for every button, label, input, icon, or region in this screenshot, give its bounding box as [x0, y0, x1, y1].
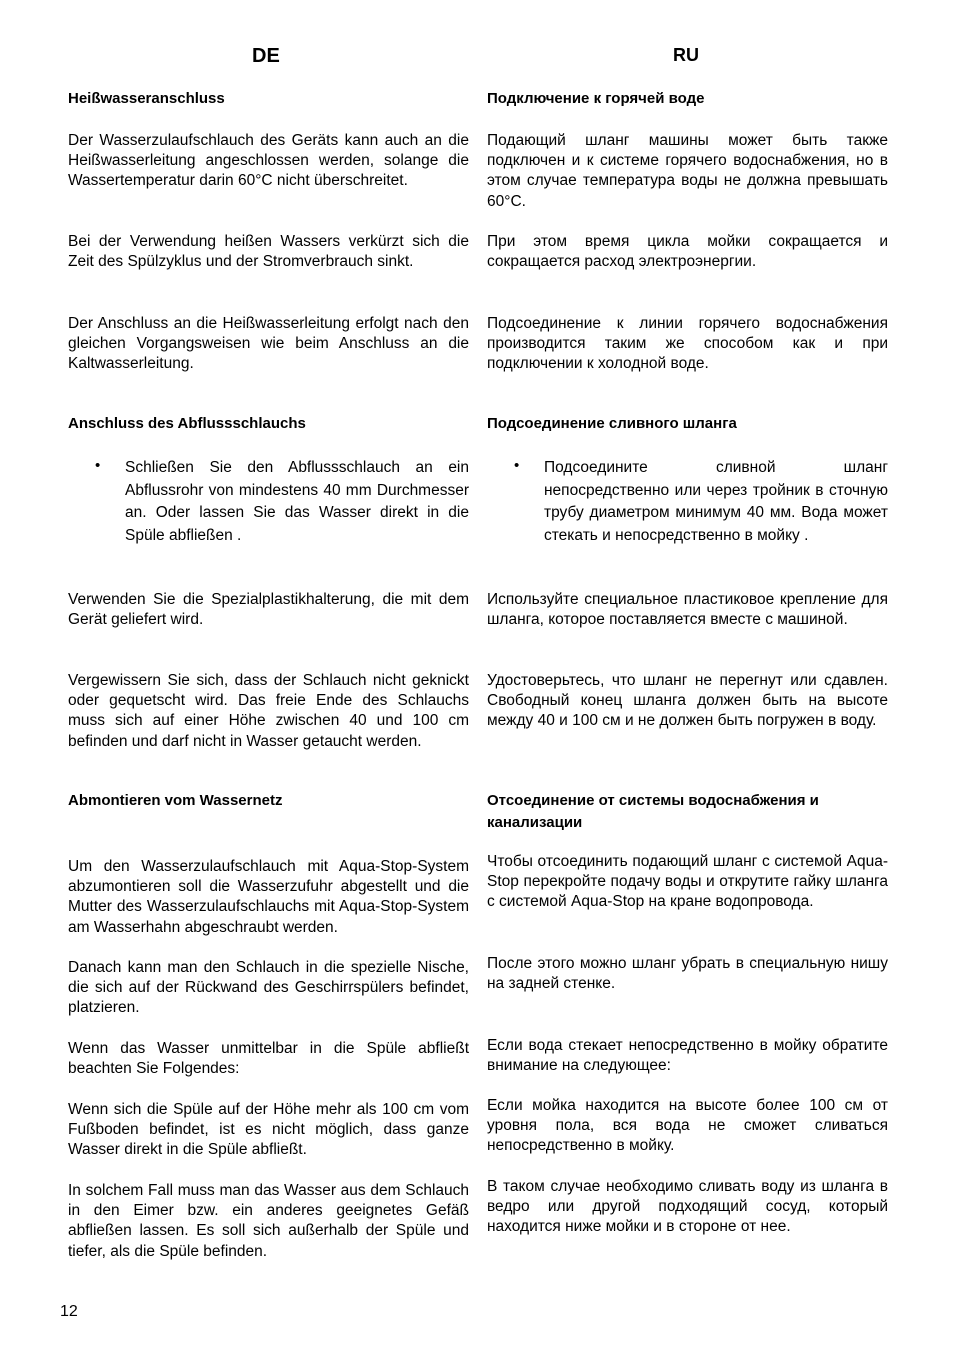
paragraph-dismount-5-ru: В таком случае необходимо сливать воду из шланга в ведро или другой подходящий сосуд, который находится ниже мойки и в стороне от нее. [487, 1178, 888, 1236]
paragraph-hot-water-3-ru: Подсоединение к линии горячего водоснабжения производится таким же способом как и при подключении к холодной воде. [487, 315, 888, 373]
heading-dismount-ru: Отсоединение от системы водоснабжения и канализации [487, 792, 819, 831]
page-number: 12 [60, 1303, 78, 1320]
heading-hot-water-de: Heißwasseranschluss [68, 90, 225, 107]
paragraph-hot-water-2-de: Bei der Verwendung heißen Wassers verkürzt sich die Zeit des Spülzyklus und der Stromverbrauch sinkt. [68, 233, 469, 271]
paragraph-dismount-4-de: In solchem Fall muss man das Wasser aus dem Schlauch in den Eimer bzw. ein anderes geeignetes Gefäß abfließen lassen. Es soll sich außerhalb der Spüle und tiefer, als die Spüle befinden. [68, 1182, 469, 1260]
paragraph-dismount-2-de: Wenn das Wasser unmittelbar in die Spüle abfließt beachten Sie Folgendes: [68, 1040, 469, 1078]
paragraph-drain-1-ru: Используйте специальное пластиковое крепление для шланга, которое поставляется вместе с машиной. [487, 591, 888, 629]
paragraph-drain-2-ru: Удостоверьтесь, что шланг не перегнут или сдавлен. Свободный конец шланга должен быть на высоте между 40 и 100 см и не должен быть погружен в воду. [487, 672, 888, 730]
paragraph-dismount-1b-de: Danach kann man den Schlauch in die spezielle Nische, die sich auf der Rückwand des Geschirrspülers befindet, platzieren. [68, 959, 469, 1017]
paragraph-dismount-1-de: Um den Wasserzulaufschlauch mit Aqua-Stop-System abzumontieren soll die Wasserzufuhr abgestellt und die Mutter des Wasserzulaufschlauchs mit Aqua-Stop-System am Wasserhahn abgeschraubt werden. [68, 858, 469, 936]
paragraph-hot-water-1-ru: Подающий шланг машины может быть также подключен и к системе горячего водоснабжения, но в этом случае температура воды не должна превышать 60°С. [487, 132, 888, 210]
paragraph-hot-water-1-de: Der Wasserzulaufschlauch des Geräts kann auch an die Heißwasserleitung angeschlossen werden, solange die Wassertemperatur darin 60°C nicht überschreitet. [68, 132, 469, 190]
drain-bullet-text-de: Schließen Sie den Abflussschlauch an ein Abflussrohr von mindestens 40 mm Durchmesser an. Oder lassen Sie das Wasser direkt in die Spüle abfließen . [125, 459, 469, 544]
paragraph-dismount-3-de: Wenn sich die Spüle auf der Höhe mehr als 100 cm vom Fußboden befindet, ist es nicht möglich, dass ganze Wasser direkt in die Spüle abfließt. [68, 1101, 469, 1159]
paragraph-hot-water-3-de: Der Anschluss an die Heißwasserleitung erfolgt nach den gleichen Vorgangsweisen wie beim Anschluss an die Kaltwasserleitung. [68, 315, 469, 373]
language-label-ru: RU [673, 45, 699, 65]
paragraph-dismount-4-ru: Если мойка находится на высоте более 100 см от уровня пола, вся вода не сможет сливаться непосредственно в мойку. [487, 1097, 888, 1155]
bullet-dot: • [514, 457, 520, 474]
paragraph-dismount-2-ru: После этого можно шланг убрать в специальную нишу на задней стенке. [487, 955, 888, 993]
heading-dismount-de: Abmontieren vom Wassernetz [68, 792, 283, 809]
paragraph-dismount-1-ru: Чтобы отсоединить подающий шланг с системой Aqua-Stop перекройте подачу воды и открутите гайку шланга с системой Aqua-Stop на кране водопровода. [487, 853, 888, 911]
bullet-dot: • [95, 457, 101, 474]
paragraph-drain-2-de: Vergewissern Sie sich, dass der Schlauch nicht geknickt oder gequetscht wird. Das freie Ende des Schlauchs muss sich auf einer Höhe zwischen 40 und 100 cm befinden und darf nicht in Wasser getaucht werden. [68, 672, 469, 750]
language-label-de: DE [252, 45, 280, 67]
heading-hot-water-ru: Подключение к горячей воде [487, 90, 705, 107]
heading-drain-ru: Подсоединение сливного шланга [487, 415, 737, 432]
drain-bullet-text-ru: Подсоедините сливной шланг непосредственно или через тройник в сточную трубу диаметром минимум 40 мм. Вода может стекать и непосредственно в мойку . [544, 459, 888, 544]
paragraph-drain-1-de: Verwenden Sie die Spezialplastikhalterung, die mit dem Gerät geliefert wird. [68, 591, 469, 629]
heading-drain-de: Anschluss des Abflussschlauchs [68, 415, 306, 432]
paragraph-dismount-3-ru: Если вода стекает непосредственно в мойку обратите внимание на следующее: [487, 1037, 888, 1075]
paragraph-hot-water-2-ru: При этом время цикла мойки сокращается и сокращается расход электроэнергии. [487, 233, 888, 271]
